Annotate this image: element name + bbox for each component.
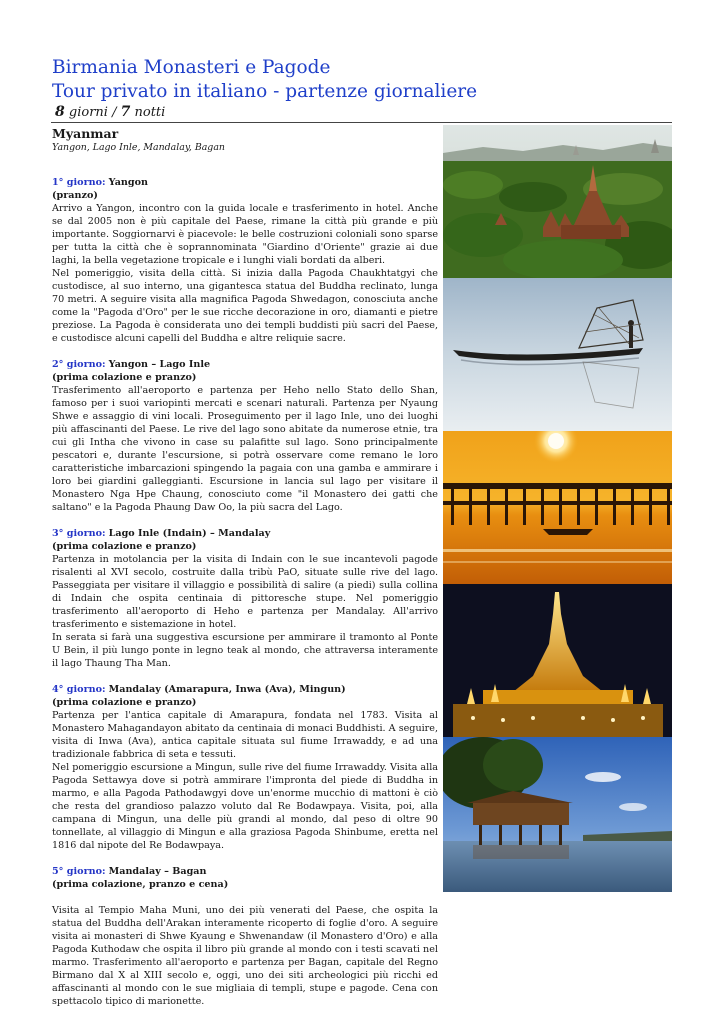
- day-5: [52, 865, 438, 1008]
- photo-ubein-sunset: [443, 431, 672, 584]
- header-divider: [51, 122, 672, 123]
- nights-word: notti: [134, 105, 166, 120]
- day-paragraph: Visita al Tempio Maha Muni, uno dei più venerati del Paese, che ospita la statua del Buddha dell'Arakan interamente ricoperto di foglie d'oro. A seguire visita ai monasteri di Shwe Kyaung e Shwenandaw (il Monastero d'Oro) e alla Pagoda Kuthodaw che ospita il libro più grande al mondo con i testi scavati nel marmo. Trasferimento all'aeroporto e partenza per Bagan, capitale del Regno Birmano dal X al XIII secolo e, oggi, uno dei siti archeologici più ricchi ed affascinanti al mondo con le sue migliaia di templi, stupe e pagode. Cena con spettacolo tipico di marionette.: [52, 905, 438, 1007]
- spacer: [52, 891, 438, 904]
- day-meals: (prima colazione e pranzo): [52, 697, 197, 708]
- photo-bagan-temples: [443, 125, 672, 278]
- day-meals: (pranzo): [52, 190, 98, 201]
- day-paragraph: Nel pomeriggio escursione a Mingun, sulle rive del fiume Irrawaddy. Visita alla Pagoda Settawya dove si potrà ammirare l'impronta del piede di Buddha in marmo, e alla Pagoda Pathodawgyi dove un'enorme mucchio di mattoni è ciò che resta del grandioso palazzo voluto dal Re Bodawpaya. Visita, poi, alla campana di Mingun, una delle più grandi al mondo, dal peso di oltre 90 tonnellate, al villaggio di Mingun e alla graziosa Pagoda Shinbume, eretta nel 1816 dal nipote del Re Bodawpaya.: [52, 762, 438, 851]
- day-label: 5° giorno:: [52, 866, 106, 877]
- days-number: 8: [55, 104, 65, 120]
- day-label: 4° giorno:: [52, 684, 106, 695]
- day-label: 3° giorno:: [52, 528, 106, 539]
- day-4: [52, 683, 438, 852]
- day-destination: Lago Inle (Indain) – Mandalay: [108, 528, 271, 539]
- day-paragraph: Arrivo a Yangon, incontro con la guida locale e trasferimento in hotel. Anche se dal 2005 non è più capitale del Paese, rimane la città più grande e più importante. Soggiornarvi è piacevole: le belle costruzioni coloniali sono sparse per tutta la città che è soprannominata "Giardino d'Oriente" grazie ai due laghi, la bella vegetazione tropicale e i lunghi viali bordati da alberi.: [52, 203, 438, 266]
- country-heading: Myanmar: [52, 126, 119, 141]
- day-label: 1° giorno:: [52, 177, 106, 188]
- page-title: Birmania Monasteri e Pagode: [52, 57, 331, 78]
- day-paragraph: Trasferimento all'aeroporto e partenza per Heho nello Stato dello Shan, famoso per i suoi variopinti mercati e scenari naturali. Partenza per Nyaung Shwe e assaggio di vini locali. Proseguimento per il lago Inle, uno dei luoghi più affascinanti del Paese. Le rive del lago sono abitate da numerose etnie, tra cui gli Intha che vivono in case su palafitte sul lago. Sono principalmente pescatori e, durante l'escursione, si potrà osservare come remano le loro caratteristiche imbarcazioni spingendo la pagaia con una gamba e ammirare i loro bei giardini galleggianti. Escursione in lancia sul lago per visitare il Monastero Nga Hpe Chaung, conosciuto come "il Monastero dei gatti che saltano" e la Pagoda Phaung Daw Oo, la più sacra del Lago.: [52, 385, 438, 513]
- photo-column: [443, 125, 672, 892]
- day-paragraph: In serata si farà una suggestiva escursione per ammirare il tramonto al Ponte U Bein, il più lungo ponte in legno teak al mondo, che attraversa interamente il lago Thaung Tha Man.: [52, 632, 438, 669]
- day-3: [52, 527, 438, 670]
- cities-list: Yangon, Lago Inle, Mandalay, Bagan: [52, 142, 225, 153]
- day-paragraph: Partenza in motolancia per la visita di Indain con le sue incantevoli pagode risalenti al XVI secolo, costruite dalla tribù PaO, situate sulle rive del lago. Passeggiata per visitare il villaggio e possibilità di salire (a piedi) sulla collina di Indain che ospita centinaia di pittoresche stupe. Nel pomeriggio trasferimento all'aeroporto di Heho e partenza per Mandalay. All'arrivo trasferimento e sistemazione in hotel.: [52, 554, 438, 630]
- day-destination: Mandalay (Amarapura, Inwa (Ava), Mingun): [108, 684, 346, 695]
- photo-golden-pagoda: [443, 584, 672, 737]
- day-label: 2° giorno:: [52, 359, 106, 370]
- day-destination: Yangon – Lago Inle: [108, 359, 211, 370]
- day-meals: (prima colazione, pranzo e cena): [52, 879, 229, 890]
- nights-number: 7: [120, 104, 131, 120]
- page-subtitle: Tour privato in italiano - partenze giornaliere: [52, 81, 478, 102]
- photo-lake-stilt-house: [443, 737, 672, 892]
- day-paragraph: Partenza per l'antica capitale di Amarapura, fondata nel 1783. Visita al Monastero Mahagandayon abitato da centinaia di monaci Buddhisti. A seguire, visita di Inwa (Ava), antica capitale situata sul fiume Irrawaddy, e ad una tradizionale fabbrica di seta e tessuti.: [52, 710, 438, 760]
- day-meals: (prima colazione e pranzo): [52, 541, 197, 552]
- day-1: [52, 176, 438, 345]
- day-destination: Mandalay – Bagan: [108, 866, 207, 877]
- tour-duration: [55, 104, 165, 121]
- itinerary: [52, 176, 438, 1021]
- day-meals: (prima colazione e pranzo): [52, 372, 197, 383]
- day-paragraph: Nel pomeriggio, visita della città. Si inizia dalla Pagoda Chaukhtatgyi che custodisce, al suo interno, una gigantesca statua del Buddha reclinato, lunga 70 metri. A seguire visita alla magnifica Pagoda Shwedagon, conosciuta anche come la "Pagoda d'Oro" per le sue ricche decorazione in oro, diamanti e pietre preziose. La Pagoda è considerata uno dei templi buddisti più sacri del Paese, e custodisce alcuni capelli del Buddha e altre reliquie sacre.: [52, 268, 438, 344]
- day-2: [52, 358, 438, 514]
- days-word: giorni /: [68, 105, 117, 120]
- photo-inle-fisherman: [443, 278, 672, 431]
- day-destination: Yangon: [108, 177, 148, 188]
